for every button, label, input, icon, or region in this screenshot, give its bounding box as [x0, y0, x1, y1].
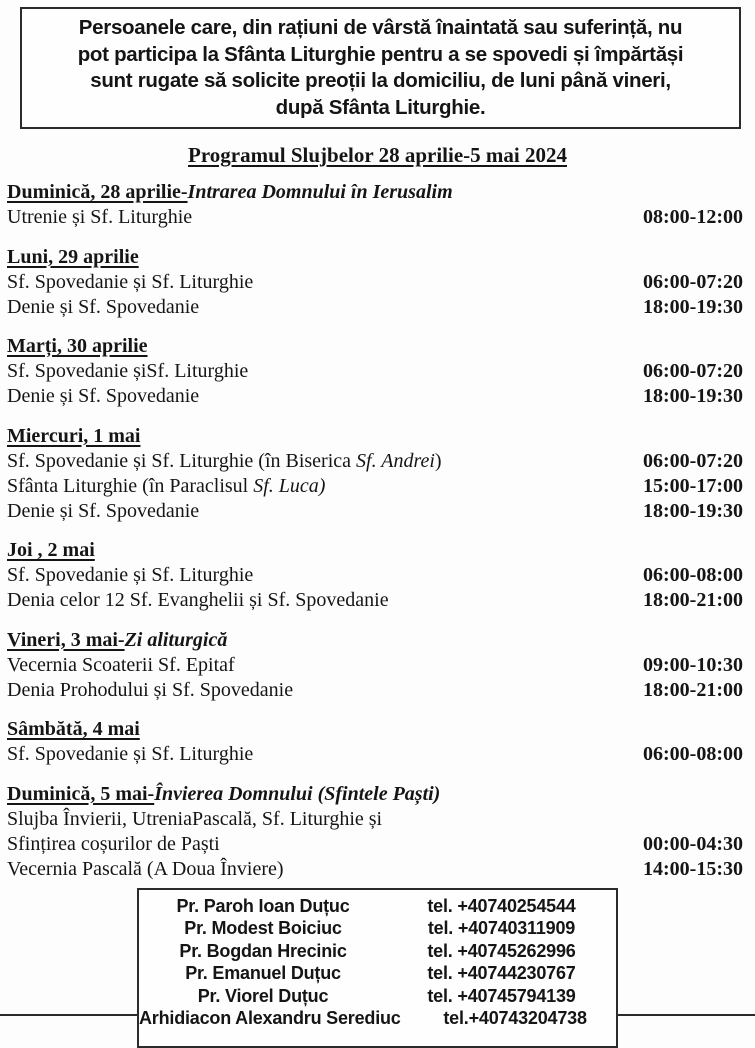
service-time: 00:00-04:30	[643, 832, 743, 855]
service-name	[7, 205, 192, 230]
contact-name: Pr. Paroh Ioan Duțuc	[176, 896, 350, 916]
contact-row	[139, 962, 616, 984]
service-name-text: Sf. Spovedanie șiSf. Liturghie	[7, 360, 249, 382]
day-section	[7, 538, 743, 613]
service-name-text: Sf. Spovedanie și Sf. Liturghie	[7, 564, 254, 586]
service-row	[7, 359, 743, 384]
day-section	[7, 245, 743, 320]
service-row	[7, 384, 743, 409]
service-time: 06:00-07:20	[643, 270, 743, 293]
day-heading-date: Luni, 29 aprilie	[7, 245, 139, 268]
service-name-text: Slujba Învierii, UtreniaPascală, Sf. Liturghie și	[7, 807, 383, 830]
service-row	[7, 807, 743, 832]
service-name	[7, 359, 248, 384]
service-name	[7, 295, 199, 320]
day-heading-date: Marți, 30 aprilie	[7, 335, 148, 357]
contact-row	[139, 1007, 616, 1029]
contact-phone: tel.+40743204738	[443, 1008, 587, 1029]
day-heading	[7, 538, 743, 563]
contact-row	[139, 940, 616, 962]
service-name-text: Sf. Spovedanie și Sf. Liturghie	[7, 743, 254, 765]
contact-phone: tel. +40745794139	[427, 985, 576, 1006]
contact-phone: tel. +40740254544	[427, 896, 576, 916]
service-name-text: Denie și Sf. Spovedanie	[7, 295, 200, 318]
service-time: 18:00-21:00	[643, 589, 743, 611]
day-heading	[7, 782, 743, 807]
service-name-text: Sf. Spovedanie și Sf. Liturghie (în Biserica	[7, 449, 357, 472]
day-section	[7, 424, 743, 524]
day-heading-feast: Zi aliturgică	[124, 628, 228, 651]
service-time: 08:00-12:00	[643, 206, 743, 228]
day-heading-date: Duminică, 5 mai-	[7, 782, 155, 805]
service-time: 18:00-21:00	[643, 678, 743, 701]
service-time: 06:00-07:20	[643, 449, 743, 472]
day-section	[7, 180, 743, 230]
day-heading-date: Vineri, 3 mai-	[7, 628, 125, 651]
day-heading-feast: Intrarea Domnului în Ierusalim	[187, 181, 453, 203]
service-name	[7, 499, 199, 524]
contact-row	[139, 917, 616, 939]
service-row	[7, 499, 743, 524]
day-heading	[7, 180, 743, 205]
day-heading-date: Miercuri, 1 mai	[7, 424, 141, 447]
service-row	[7, 832, 743, 857]
contact-name: Pr. Modest Boiciuc	[184, 918, 342, 939]
contact-name: Pr. Bogdan Hrecinic	[179, 940, 347, 961]
service-name	[7, 384, 199, 409]
service-row	[7, 449, 743, 474]
page-title	[0, 143, 755, 168]
contact-phone: tel. +40745262996	[427, 940, 576, 961]
day-heading-feast: Învierea Domnului (Sfintele Paști)	[154, 782, 441, 805]
service-name-text: Vecernia Scoaterii Sf. Epitaf	[7, 653, 235, 676]
service-name	[7, 678, 293, 703]
service-row	[7, 857, 743, 882]
day-heading	[7, 717, 743, 742]
service-time: 06:00-07:20	[643, 360, 743, 382]
service-row	[7, 588, 743, 613]
service-row	[7, 270, 743, 295]
service-name-text: Denia celor 12 Sf. Evanghelii și Sf. Spovedanie	[7, 589, 389, 611]
service-time: 06:00-08:00	[643, 564, 743, 586]
service-name-text: Denia Prohodului și Sf. Spovedanie	[7, 678, 294, 701]
service-name	[7, 742, 253, 767]
contact-row	[139, 895, 616, 917]
service-time: 18:00-19:30	[643, 385, 743, 407]
contact-name: Pr. Emanuel Duțuc	[185, 963, 341, 984]
service-name	[7, 474, 325, 499]
service-row	[7, 678, 743, 703]
service-time: 06:00-08:00	[643, 743, 743, 765]
page-title-text: Programul Slujbelor 28 aprilie-5 mai 2024	[188, 143, 567, 167]
service-name	[7, 857, 284, 882]
day-heading	[7, 334, 743, 359]
notice-text-line: Persoanele care, din rațiuni de vârstă înaintată sau suferință, nu	[78, 16, 683, 39]
day-heading	[7, 424, 743, 449]
day-heading	[7, 628, 743, 653]
service-time: 15:00-17:00	[643, 474, 743, 497]
service-name	[7, 588, 389, 613]
contact-phone: tel. +40740311909	[427, 918, 576, 939]
day-section	[7, 334, 743, 409]
service-time: 18:00-19:30	[643, 295, 743, 318]
contact-name: Arhidiacon Alexandru Serediuc	[139, 1008, 401, 1029]
service-row	[7, 563, 743, 588]
service-time: 18:00-19:30	[643, 499, 743, 522]
service-row	[7, 474, 743, 499]
service-name	[7, 270, 253, 295]
day-section	[7, 782, 743, 882]
day-heading-date: Joi , 2 mai	[7, 539, 95, 561]
service-name-text: Utrenie și Sf. Liturghie	[7, 206, 193, 228]
service-name-post: )	[434, 449, 442, 472]
service-name-text: Sf. Spovedanie și Sf. Liturghie	[7, 270, 254, 293]
day-section	[7, 628, 743, 703]
service-name-text: Denie și Sf. Spovedanie	[7, 385, 200, 407]
schedule-list	[7, 180, 743, 882]
day-heading	[7, 245, 743, 270]
service-time: 09:00-10:30	[643, 653, 743, 676]
service-name	[7, 832, 220, 857]
day-heading-date: Duminică, 28 aprilie-	[7, 181, 188, 203]
day-section	[7, 717, 743, 767]
service-name	[7, 807, 382, 832]
notice-box	[20, 7, 741, 129]
notice-text-line: după Sfânta Liturghie.	[275, 95, 486, 119]
contact-row	[139, 985, 616, 1007]
service-name-text: Denie și Sf. Spovedanie	[7, 499, 200, 522]
service-time: 14:00-15:30	[643, 857, 743, 880]
day-heading-date: Sâmbătă, 4 mai	[7, 718, 140, 740]
service-name	[7, 449, 442, 474]
service-name	[7, 563, 253, 588]
notice-text-line: sunt rugate să solicite preoții la domiciliu, de luni până vineri,	[90, 69, 671, 92]
contact-phone: tel. +40744230767	[427, 963, 576, 984]
service-name-text: Vecernia Pascală (A Doua Înviere)	[7, 857, 284, 880]
service-name-italic: Sf. Andrei	[356, 449, 435, 472]
service-name-italic: Sf. Luca)	[253, 474, 326, 497]
service-row	[7, 742, 743, 767]
contacts-box	[137, 888, 618, 1048]
notice-text-line: pot participa la Sfânta Liturghie pentru a se spovedi și împărtăși	[77, 42, 684, 66]
service-name	[7, 653, 235, 678]
service-row	[7, 295, 743, 320]
service-row	[7, 205, 743, 230]
contact-name: Pr. Viorel Duțuc	[197, 985, 329, 1006]
service-name-text: Sfințirea coșurilor de Paști	[7, 832, 220, 855]
service-row	[7, 653, 743, 678]
service-name-text: Sfânta Liturghie (în Paraclisul	[7, 474, 254, 497]
